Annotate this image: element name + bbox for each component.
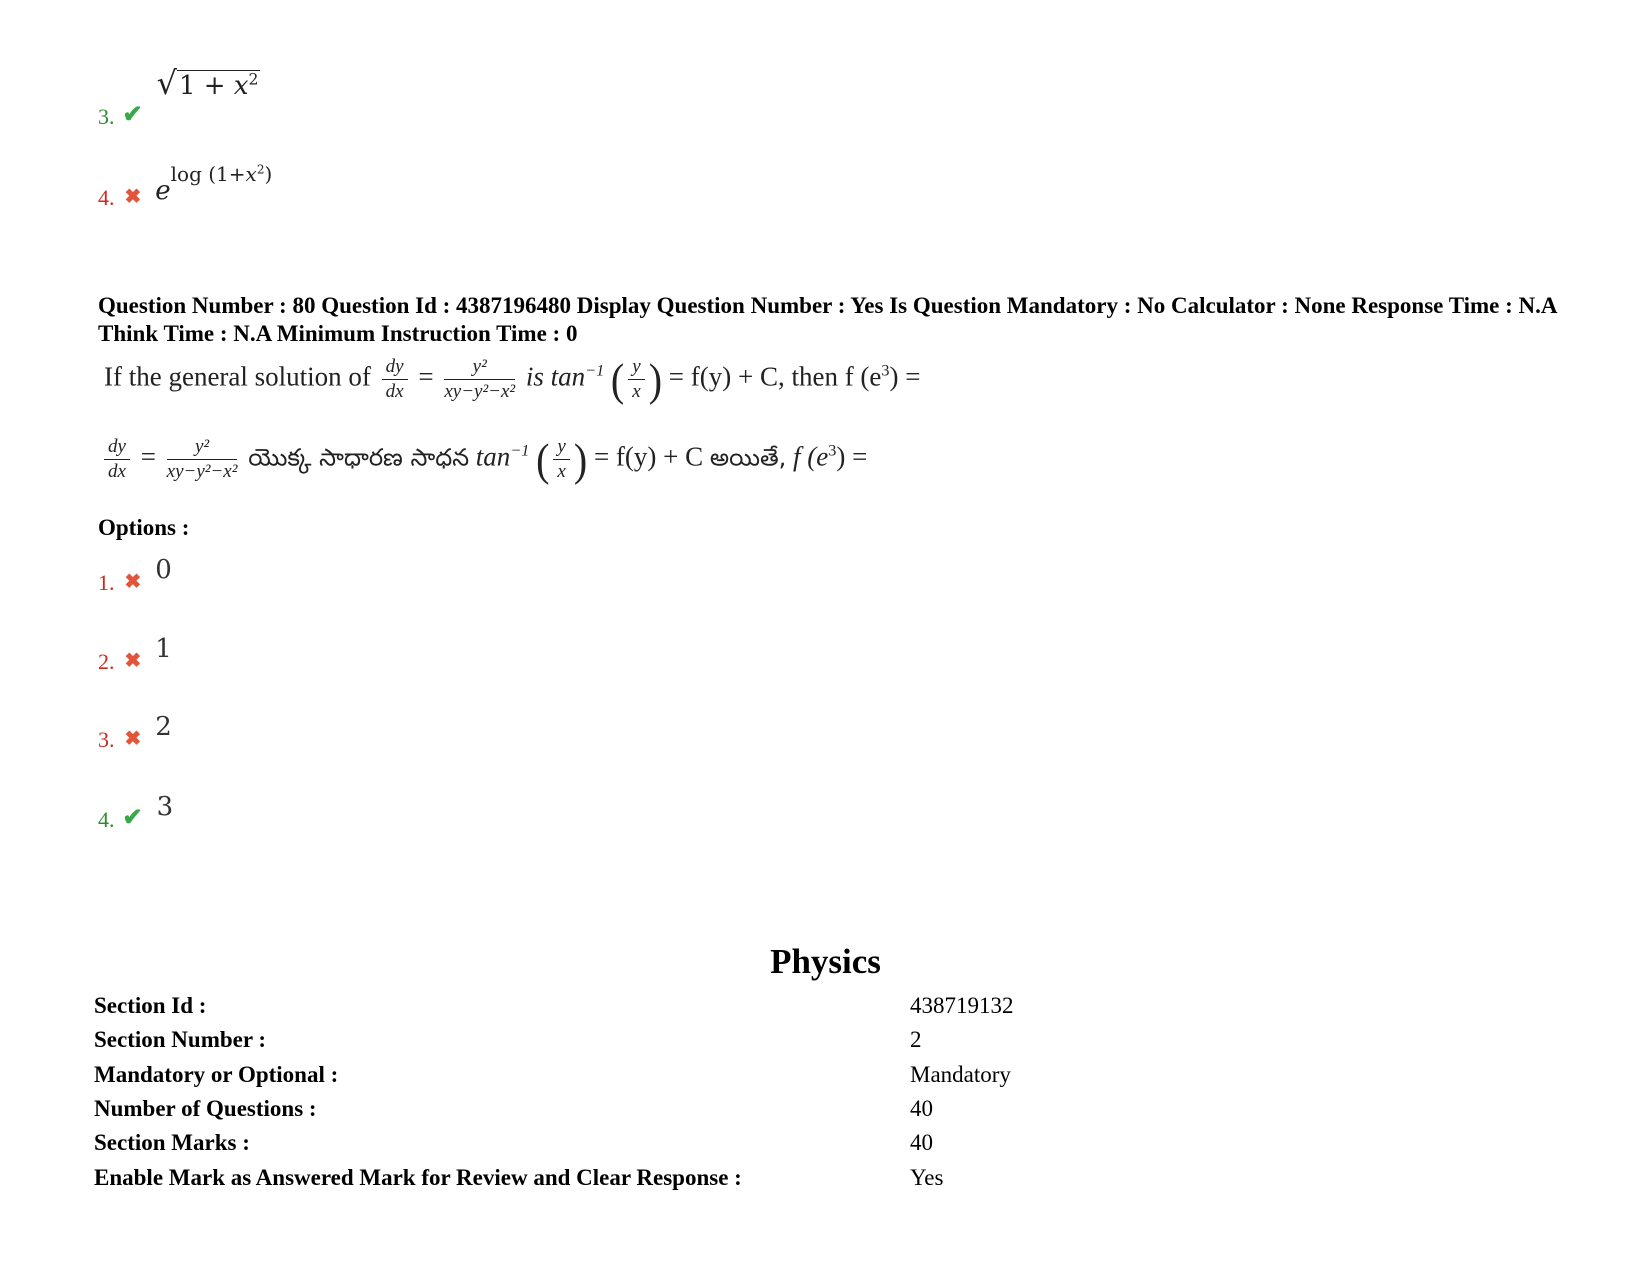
mandatory-value: Mandatory bbox=[910, 1062, 1011, 1087]
option-2 bbox=[98, 634, 172, 674]
prev-option-3 bbox=[98, 64, 260, 129]
fraction-rhs: $\frac{\text{y²}}{\text{xy−y²−x²}}$ bbox=[166, 436, 238, 482]
section-id-label: Section Id : bbox=[94, 993, 207, 1018]
question-english: If the general solution of $\frac{dy}{dx}$ = $\frac{\text{y²}}{\text{xy−y²−x²}}$ is $\tan^{-1}$ ( $\frac{y}{x}$ ) = f(y) + C, then f $(e^3)$ = bbox=[104, 353, 921, 406]
num-questions-label: Number of Questions : bbox=[94, 1096, 317, 1121]
option-value: 0 bbox=[155, 555, 172, 585]
option-value: 3 bbox=[156, 792, 174, 822]
option-value: 2 bbox=[155, 712, 172, 742]
section-marks-label: Section Marks : bbox=[94, 1130, 250, 1155]
fraction-dy-dx: $\frac{dy}{dx}$ bbox=[382, 356, 408, 403]
cross-icon: ✖ bbox=[124, 650, 142, 672]
option-1 bbox=[98, 555, 172, 595]
check-icon: ✔ bbox=[122, 102, 143, 128]
telugu-text-1: యొక్క సాధారణ సాధన bbox=[248, 443, 470, 472]
option-number: 1. bbox=[98, 570, 115, 595]
cross-icon: ✖ bbox=[124, 186, 142, 208]
cross-icon: ✖ bbox=[124, 571, 142, 593]
num-questions-value: 40 bbox=[910, 1096, 933, 1121]
section-number-label: Section Number : bbox=[94, 1027, 267, 1052]
option-number: 3. bbox=[98, 104, 115, 129]
prev-option-4 bbox=[98, 160, 273, 210]
enable-mark-label: Enable Mark as Answered Mark for Review and Clear Response : bbox=[94, 1165, 742, 1190]
option-value: 1 bbox=[155, 634, 172, 664]
option-number: 4. bbox=[98, 185, 115, 210]
mandatory-label: Mandatory or Optional : bbox=[94, 1062, 339, 1087]
section-number-value: 2 bbox=[910, 1027, 922, 1052]
fraction-y-x: $\frac{y}{x}$ bbox=[628, 356, 644, 403]
option-3 bbox=[98, 712, 172, 752]
fraction-y-x: $\frac{y}{x}$ bbox=[553, 436, 569, 483]
question-prefix: If the general solution of bbox=[104, 361, 371, 392]
section-marks-value: 40 bbox=[910, 1130, 933, 1155]
enable-mark-value: Yes bbox=[910, 1165, 944, 1190]
option-4 bbox=[98, 792, 174, 832]
telugu-text-2: అయితే, bbox=[709, 443, 787, 472]
option-value: $√1 + x^2$ bbox=[156, 64, 259, 102]
sqrt-content: $1 + x^2$ bbox=[179, 70, 259, 101]
option-number: 4. bbox=[98, 807, 115, 832]
section-id-value: 438719132 bbox=[910, 993, 1014, 1018]
option-value: elog $(1+x^2)$ bbox=[155, 162, 273, 206]
question-meta: Question Number : 80 Question Id : 4387196480 Display Question Number : Yes Is Question Mandatory : No Calculator : None Response Time : N.A Think Time : N.A Minimum Instruction Time : 0 bbox=[98, 293, 1557, 346]
cross-icon: ✖ bbox=[124, 728, 142, 750]
question-telugu: $\frac{dy}{dx}$ = $\frac{\text{y²}}{\text{xy−y²−x²}}$ యొక్క సాధారణ సాధన $\tan^{-1}$ ( $\frac{y}{x}$ ) = f(y) + C అయితే, f $(e^3)$ = bbox=[100, 436, 867, 483]
option-number: 2. bbox=[98, 649, 115, 674]
option-number: 3. bbox=[98, 727, 115, 752]
fraction-rhs: $\frac{\text{y²}}{\text{xy−y²−x²}}$ bbox=[444, 356, 516, 402]
section-title: Physics bbox=[770, 942, 881, 981]
fraction-dy-dx: $\frac{dy}{dx}$ bbox=[104, 436, 130, 483]
check-icon: ✔ bbox=[122, 805, 143, 831]
options-label: Options : bbox=[98, 515, 190, 540]
